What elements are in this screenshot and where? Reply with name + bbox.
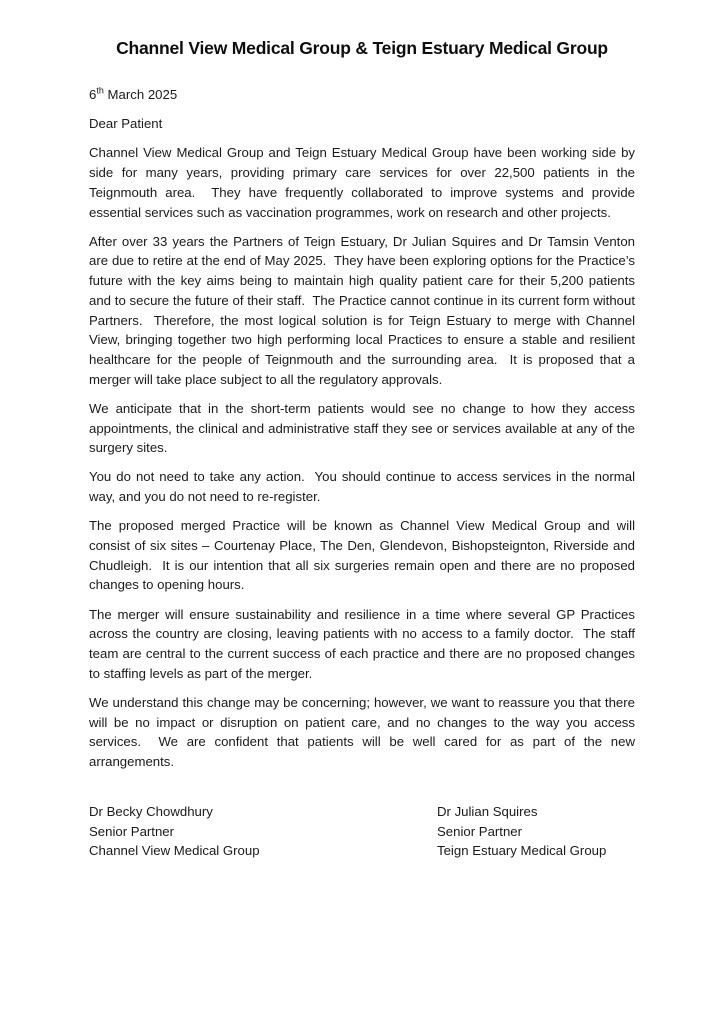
signature-block	[89, 802, 635, 861]
paragraph-sustainability: The merger will ensure sustainability and resilience in a time where several GP Practices across the country are closing, leaving patients with no access to a family doctor. The staff team are central to the current success of each practice and there are no proposed changes to staffing levels as part of the merger.	[89, 606, 639, 681]
signatory-org: Teign Estuary Medical Group	[437, 843, 607, 859]
signatory-name: Dr Becky Chowdhury	[89, 803, 213, 819]
signatory-role: Senior Partner	[89, 823, 175, 839]
signatory-org: Channel View Medical Group	[89, 843, 260, 859]
signature-teign-estuary	[437, 802, 635, 861]
signatory-role: Senior Partner	[437, 823, 523, 839]
date-month-year: March 2025	[103, 87, 178, 102]
paragraph-working-side-by-side: Channel View Medical Group and Teign Estuary Medical Group have been working side by side for many years, providing primary care services for over 22,500 patients in the Teignmouth area. They have frequently collaborated to improve systems and provide essential services such as vaccination programmes, work on research and other projects.	[89, 145, 639, 220]
signatory-name: Dr Julian Squires	[437, 803, 538, 819]
paragraph-no-change-short-term: We anticipate that in the short-term patients would see no change to how they access appointments, the clinical and administrative staff they see or services available at any of the surgery sites.	[89, 400, 639, 456]
paragraph-no-action-needed: You do not need to take any action. You should continue to access services in the normal way, and you do not need to re-register.	[89, 469, 639, 505]
paragraph-merged-practice-sites: The proposed merged Practice will be known as Channel View Medical Group and will consist of six sites – Courtenay Place, The Den, Glendevon, Bishopsteignton, Riverside and Chudleigh. It is our intention that all six surgeries remain open and there are no proposed changes to opening hours.	[89, 518, 639, 593]
date-day: 6	[89, 87, 97, 102]
signature-channel-view	[89, 802, 437, 861]
date-ordinal: th	[96, 85, 104, 96]
paragraph-partners-retiring: After over 33 years the Partners of Teign Estuary, Dr Julian Squires and Dr Tamsin Venton are due to retire at the end of May 2025. They have been exploring options for the Practice’s future with the key aims being to maintain high quality patient care for their 5,200 patients and to secure the future of their staff. The Practice cannot continue in its current form without Partners. Therefore, the most logical solution is for Teign Estuary to merge with Channel View, bringing together two high performing local Practices to ensure a stable and resilient healthcare for the people of Teignmouth and the surrounding area. It is proposed that a merger will take place subject to all the regulatory approvals.	[89, 233, 639, 387]
salutation: Dear Patient	[89, 116, 163, 132]
letter-date	[89, 85, 635, 105]
letter-title: Channel View Medical Group & Teign Estuary Medical Group	[116, 38, 608, 58]
paragraph-reassurance: We understand this change may be concerning; however, we want to reassure you that there will be no impact or disruption on patient care, and no changes to the way you access services. We are confident that patients will be well cared for as part of the new arrangements.	[89, 694, 639, 770]
